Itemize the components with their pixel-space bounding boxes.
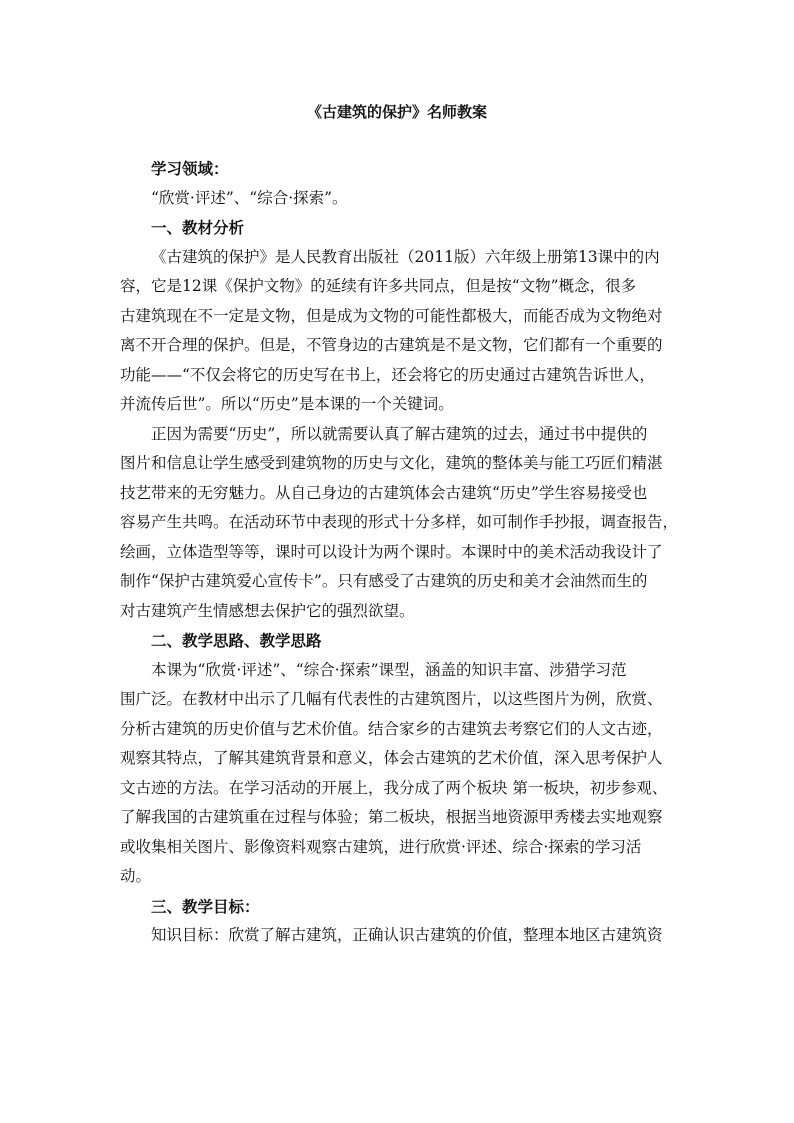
text-line: 围广泛。在教材中出示了几幅有代表性的古建筑图片，以这些图片为例，欣赏、: [120, 690, 663, 708]
paragraph: [120, 184, 682, 214]
paragraph: [120, 921, 682, 951]
paragraph: [120, 243, 682, 420]
text-line: 文古迹的方法。在学习活动的开展上，我分成了两个板块 第一板块，初步参观、: [120, 778, 668, 797]
section-heading: 一、教材分析: [151, 218, 245, 237]
document-body: [120, 154, 682, 951]
text-line: 并流传后世”。所以“历史”是本课的一个关键词。: [120, 395, 454, 413]
text-line: 绘画，立体造型等等，课时可以设计为两个课时。本课时中的美术活动我设计了: [120, 542, 663, 561]
text-line: 容，它是12课《保护文物》的延续有许多共同点，但是按“文物”概念，很多: [120, 277, 637, 295]
text-line: 古建筑现在不一定是文物，但是成为文物的可能性都极大，而能否成为文物绝对: [120, 306, 663, 325]
text-line: 正因为需要“历史”，所以就需要认真了解古建筑的过去，通过书中提供的: [151, 424, 648, 443]
document-title: 《古建筑的保护》名师教案: [306, 103, 487, 121]
text-line: 对古建筑产生情感想去保护它的强烈欲望。: [120, 601, 415, 620]
text-line: 知识目标：欣赏了解古建筑，正确认识古建筑的价值，整理本地区古建筑资: [151, 926, 663, 944]
text-line: 分析古建筑的历史价值与艺术价值。结合家乡的古建筑去考察它们的人文古迹，: [120, 719, 663, 738]
paragraph: [120, 420, 682, 627]
text-line: 图片和信息让学生感受到建筑物的历史与文化，建筑的整体美与能工巧匠们精湛: [120, 454, 663, 472]
text-line: “欣赏·评述”、“综合·探索”。: [151, 188, 348, 207]
text-line: 本课为“欣赏·评述”、“综合·探索”课型，涵盖的知识丰富、涉猎学习范: [151, 660, 627, 679]
text-line: 《古建筑的保护》是人民教育出版社（2011版）六年级上册第13课中的内: [151, 247, 660, 266]
text-line: 技艺带来的无穷魅力。从自己身边的古建筑体会古建筑“历史”学生容易接受也: [120, 483, 648, 502]
text-line: 或收集相关图片、影像资料观察古建筑，进行欣赏·评述、综合·探索的学习活: [120, 837, 642, 856]
text-line: 了解我国的古建筑重在过程与体验；第二板块，根据当地资源甲秀楼去实地观察: [120, 808, 663, 826]
paragraph: [120, 656, 682, 892]
section-heading: 二、教学思路、教学思路: [151, 631, 322, 650]
text-line: 制作“保护古建筑爱心宣传卡”。只有感受了古建筑的历史和美才会油然而生的: [120, 572, 648, 590]
text-line: 动。: [120, 867, 152, 885]
section-heading: 学习领域：: [151, 159, 229, 178]
text-line: 功能——“不仅会将它的历史写在书上，还会将它的历史通过古建筑告诉世人，: [120, 365, 655, 384]
text-line: 观察其特点，了解其建筑背景和意义，体会古建筑的艺术价值，深入思考保护人: [120, 749, 663, 767]
section-heading: 三、教学目标：: [151, 896, 260, 916]
text-line: 容易产生共鸣。在活动环节中表现的形式十分多样，如可制作手抄报，调查报告，: [120, 513, 679, 531]
text-line: 离不开合理的保护。但是，不管身边的古建筑是不是文物，它们都有一个重要的: [120, 336, 663, 354]
